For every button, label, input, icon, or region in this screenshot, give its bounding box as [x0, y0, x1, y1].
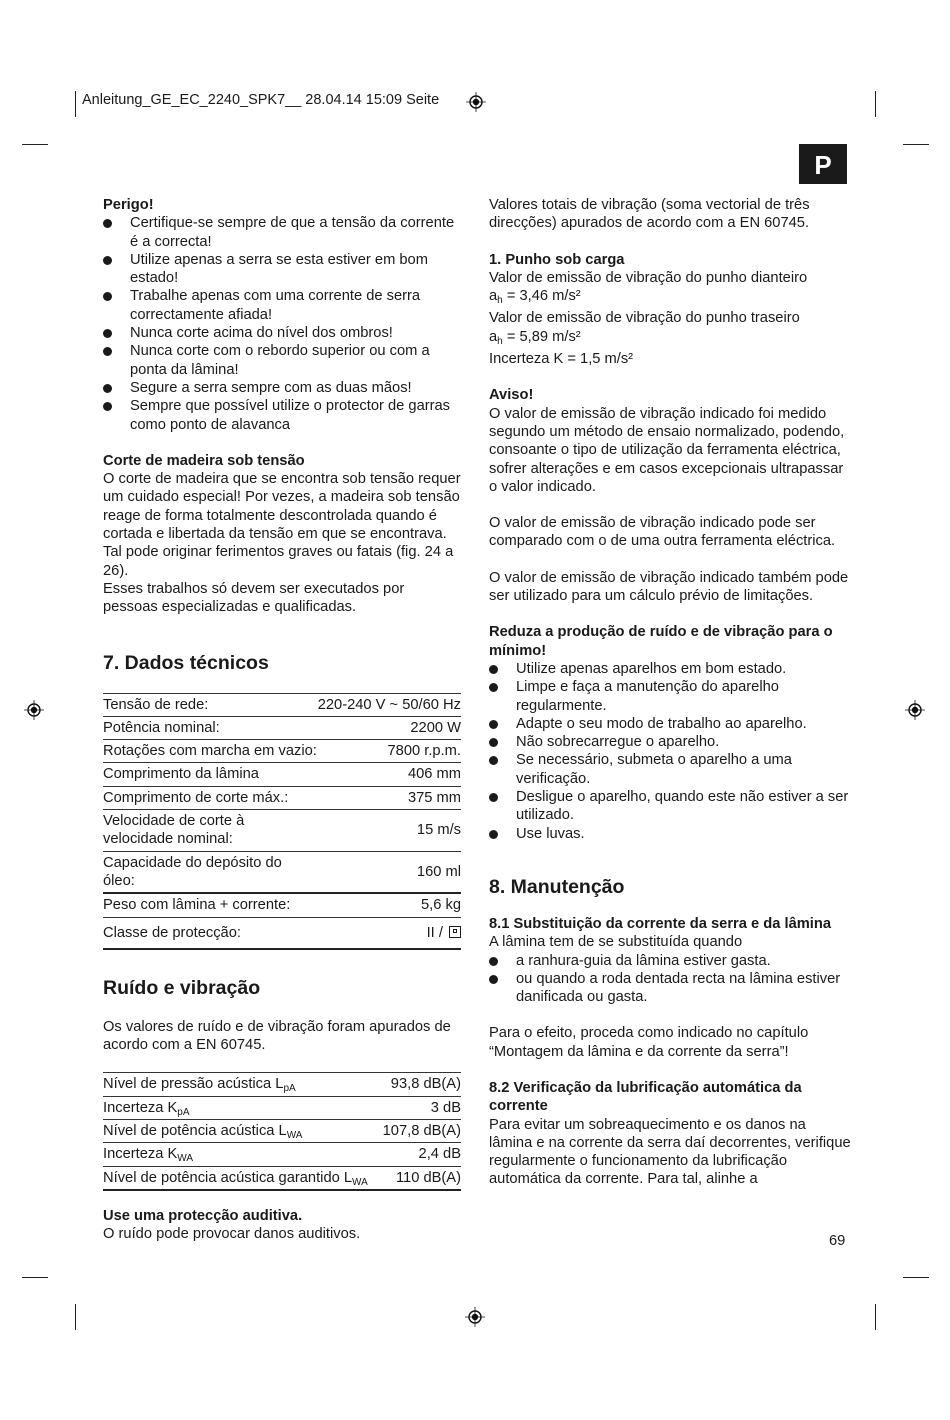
spec-value [318, 917, 461, 949]
spec-value: 15 m/s [318, 810, 461, 852]
noise-value: 93,8 dB(A) [379, 1073, 461, 1096]
table-row [103, 1143, 461, 1166]
table-row [103, 1073, 461, 1096]
list-item: Nunca corte com o rebordo superior ou com a ponta da lâmina! [103, 342, 463, 379]
section-8-1-title: 8.1 Substituição da corrente da serra e da lâmina [489, 915, 832, 932]
table-row [103, 716, 461, 739]
value-text: = 5,89 m/s² [502, 328, 581, 345]
noise-label-text: Nível de potência acústica garantido L [103, 1169, 353, 1186]
noise-label [103, 1119, 379, 1142]
crop-mark [875, 1304, 876, 1330]
crop-mark [22, 1277, 48, 1278]
symbol-sub: h [497, 335, 503, 347]
spec-label: Potência nominal: [103, 716, 318, 739]
table-row [103, 1096, 461, 1119]
crop-mark [903, 1277, 929, 1278]
vibration-intro: Valores totais de vibração (soma vectorial de três direcções) apurados de acordo com a EN 60745. [489, 197, 810, 232]
list-item: a ranhura-guia da lâmina estiver gasta. [489, 952, 851, 970]
table-row [103, 786, 461, 809]
list-item: Desligue o aparelho, quando este não estiver a ser utilizado. [489, 788, 851, 825]
noise-label-text: Incerteza K [103, 1099, 178, 1116]
crop-mark [75, 1304, 76, 1330]
noise-label-sub: pA [177, 1106, 190, 1118]
tension-text: O corte de madeira que se encontra sob tensão requer um cuidado especial! Por vezes, a madeira sob tensão reage de forma totalmente descontrolada quando é cortada e libertada da tensão em que se encontrava. Tal pode originar ferimentos graves ou fatais (fig. 24 a 26). [103, 471, 461, 579]
page-number: 69 [829, 1233, 846, 1249]
crop-mark [903, 144, 929, 145]
warning-title: Aviso! [489, 387, 534, 404]
table-row [103, 917, 461, 949]
language-tab: P [799, 144, 847, 184]
hearing-title: Use uma protecção auditiva. [103, 1207, 303, 1224]
spec-label: Velocidade de corte à velocidade nominal: [103, 810, 318, 852]
noise-heading: Ruído e vibração [103, 976, 261, 999]
table-row [103, 851, 461, 893]
front-grip-label: Valor de emissão de vibração do punho dianteiro [489, 269, 808, 286]
registration-mark-icon [465, 1307, 485, 1327]
spec-label: Comprimento da lâmina [103, 763, 318, 786]
list-item: Adapte o seu modo de trabalho ao aparelho. [489, 715, 851, 733]
danger-list [103, 214, 463, 434]
protection-class-ii-icon [449, 926, 461, 938]
left-column [103, 196, 463, 1243]
noise-value: 110 dB(A) [379, 1166, 461, 1190]
list-item: Nunca corte acima do nível dos ombros! [103, 324, 463, 342]
rear-grip-label: Valor de emissão de vibração do punho traseiro [489, 310, 800, 327]
noise-value: 2,4 dB [379, 1143, 461, 1166]
spec-value: 406 mm [318, 763, 461, 786]
uncertainty: Incerteza K = 1,5 m/s² [489, 351, 634, 368]
spec-label: Rotações com marcha em vazio: [103, 740, 318, 763]
list-item: Não sobrecarregue o aparelho. [489, 733, 851, 751]
noise-value: 107,8 dB(A) [379, 1119, 461, 1142]
spec-label: Peso com lâmina + corrente: [103, 893, 318, 917]
table-row [103, 763, 461, 786]
reduce-list [489, 660, 851, 843]
section-8-2-text: Para evitar um sobreaquecimento e os danos na lâmina e na corrente da serra daí decorrentes, verifique regularmente o funcionamento da lubrificação automática da corrente. Para tal, alinhe a [489, 1116, 851, 1188]
noise-label-sub: pA [283, 1083, 296, 1095]
warning-paragraph-3: O valor de emissão de vibração indicado também pode ser utilizado para um cálculo prévio de limitações. [489, 569, 849, 605]
crop-mark [75, 91, 76, 117]
table-row [103, 1166, 461, 1190]
print-header: Anleitung_GE_EC_2240_SPK7__ 28.04.14 15:09 Seite [82, 92, 440, 108]
tech-heading: 7. Dados técnicos [103, 651, 269, 674]
noise-label-sub: WA [286, 1129, 303, 1141]
list-item: Se necessário, submeta o aparelho a uma verificação. [489, 751, 851, 788]
section-8-1-text: Para o efeito, proceda como indicado no capítulo “Montagem da lâmina e da corrente da serra”! [489, 1025, 809, 1060]
section-8-2-title: 8.2 Verificação da lubrificação automática da corrente [489, 1079, 802, 1115]
list-item: Use luvas. [489, 825, 851, 843]
warning-paragraph-1: O valor de emissão de vibração indicado foi medido segundo um método de ensaio normalizado, podendo, consoante o tipo de utilização da ferramenta eléctrica, sofrer alterações e em casos excepcionais ultrapassar o valor indicado. [489, 405, 845, 495]
front-grip-value [489, 287, 851, 305]
rear-grip-value [489, 328, 851, 346]
section-8-1-list [489, 952, 851, 1007]
noise-label-text: Nível de pressão acústica L [103, 1076, 284, 1093]
spec-label: Comprimento de corte máx.: [103, 786, 318, 809]
table-row [103, 893, 461, 917]
noise-label [103, 1073, 379, 1096]
list-item: Trabalhe apenas com uma corrente de serra correctamente afiada! [103, 287, 463, 324]
symbol-sub: h [497, 295, 503, 307]
spec-label: Tensão de rede: [103, 693, 318, 716]
section-8-1-intro: A lâmina tem de se substituída quando [489, 934, 743, 951]
spec-value: 160 ml [318, 851, 461, 893]
reduce-title: Reduza a produção de ruído e de vibração para o mínimo! [489, 624, 833, 659]
noise-label-text: Nível de potência acústica L [103, 1122, 287, 1139]
spec-value: 5,6 kg [318, 893, 461, 917]
spec-value: 2200 W [318, 716, 461, 739]
tension-title: Corte de madeira sob tensão [103, 452, 305, 469]
registration-mark-icon [24, 700, 44, 720]
list-item: Segure a serra sempre com as duas mãos! [103, 379, 463, 397]
noise-label [103, 1096, 379, 1119]
noise-label [103, 1143, 379, 1166]
tension-text-2: Esses trabalhos só devem ser executados por pessoas especializadas e qualificadas. [103, 580, 405, 616]
spec-value: 220-240 V ~ 50/60 Hz [318, 693, 461, 716]
danger-title: Perigo! [103, 197, 154, 213]
spec-label: Capacidade do depósito do óleo: [103, 851, 318, 893]
table-row [103, 1119, 461, 1142]
maintenance-heading: 8. Manutenção [489, 875, 625, 898]
list-item: Limpe e faça a manutenção do aparelho regularmente. [489, 678, 851, 715]
list-item: Sempre que possível utilize o protector de garras como ponto de alavanca [103, 397, 463, 434]
registration-mark-icon [466, 92, 486, 112]
symbol-a: a [489, 288, 498, 305]
crop-mark [875, 91, 876, 117]
noise-label [103, 1166, 379, 1190]
crop-mark [22, 144, 48, 145]
warning-paragraph-2: O valor de emissão de vibração indicado pode ser comparado com o de uma outra ferramenta eléctrica. [489, 515, 836, 550]
table-row [103, 810, 461, 852]
noise-table [103, 1072, 461, 1190]
table-row [103, 693, 461, 716]
spec-value: 7800 r.p.m. [318, 740, 461, 763]
noise-label-sub: WA [177, 1153, 194, 1165]
right-column [489, 196, 851, 1189]
symbol-a: a [489, 328, 498, 345]
noise-label-sub: WA [352, 1176, 368, 1188]
noise-value: 3 dB [379, 1096, 461, 1119]
spec-value: 375 mm [318, 786, 461, 809]
value-text: = 3,46 m/s² [502, 288, 581, 305]
tech-table [103, 693, 461, 950]
list-item: Utilize apenas aparelhos em bom estado. [489, 660, 851, 678]
grip-title: 1. Punho sob carga [489, 251, 625, 268]
list-item: Certifique-se sempre de que a tensão da corrente é a correcta! [103, 214, 463, 251]
noise-label-text: Incerteza K [103, 1146, 178, 1163]
hearing-text: O ruído pode provocar danos auditivos. [103, 1226, 361, 1243]
spec-label: Classe de protecção: [103, 917, 318, 949]
table-row [103, 740, 461, 763]
protection-class-value: II / [426, 924, 443, 941]
list-item: Utilize apenas a serra se esta estiver em bom estado! [103, 251, 463, 288]
registration-mark-icon [905, 700, 925, 720]
list-item: ou quando a roda dentada recta na lâmina estiver danificada ou gasta. [489, 970, 851, 1007]
noise-intro: Os valores de ruído e de vibração foram apurados de acordo com a EN 60745. [103, 1018, 451, 1054]
